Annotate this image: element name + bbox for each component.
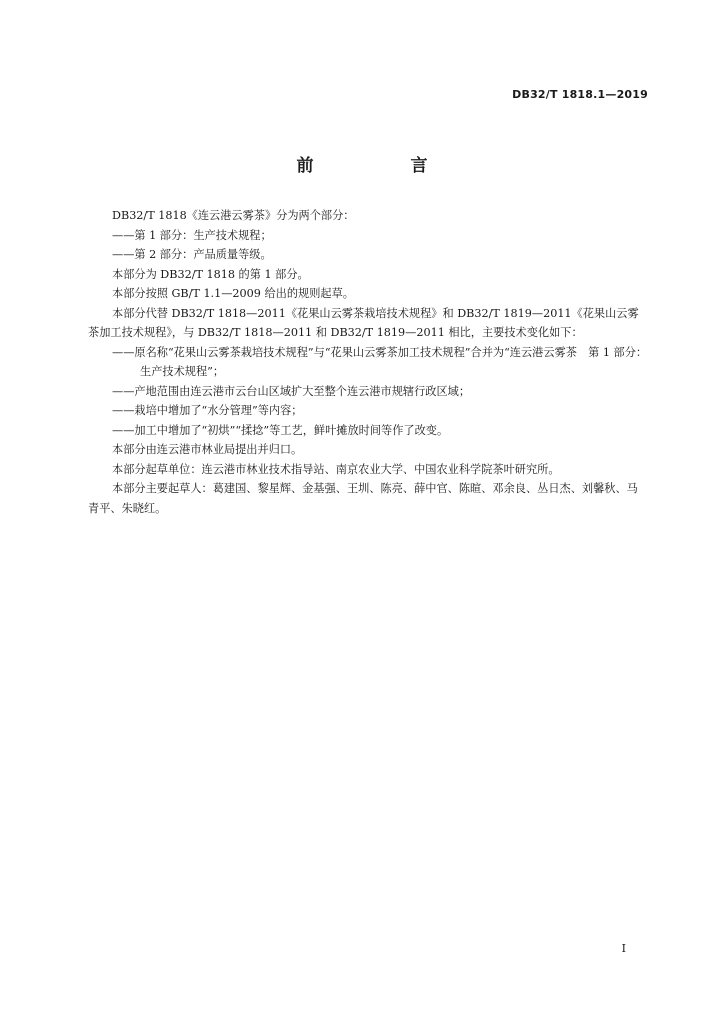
list-item: ——第 1 部分：生产技术规程； xyxy=(112,228,272,242)
page-number: I xyxy=(621,942,626,955)
standard-code: DB32/T 1818.1—2019 xyxy=(512,88,648,101)
paragraph: DB32/T 1818《连云港云雾茶》分为两个部分： xyxy=(112,209,355,222)
list-item: ——产地范围由连云港市云台山区域扩大至整个连云港市规辖行政区域； xyxy=(112,384,471,398)
paragraph: 本部分起草单位：连云港市林业技术指导站、南京农业大学、中国农业科学院茶叶研究所。 xyxy=(112,462,560,476)
paragraph: 本部分代替 DB32/T 1818—2011《花果山云雾茶栽培技术规程》和 DB32/T 1819—2011《花果山云雾茶加工技术规程》，与 DB32/T 1818—2011 和 DB32/T 1819—2011 相比，主要技术变化如下： xyxy=(88,306,639,339)
paragraph: 本部分按照 GB/T 1.1—2009 给出的规则起草。 xyxy=(112,287,354,300)
paragraph: 本部分为 DB32/T 1818 的第 1 部分。 xyxy=(112,267,309,281)
page-title: 前 言 xyxy=(296,156,468,176)
paragraph: 本部分主要起草人：葛建国、黎星辉、金基强、王圳、陈亮、薛中官、陈暄、邓余良、丛日杰、刘馨秋、马青平、朱晓红。 xyxy=(88,482,638,515)
list-item: ——原名称“花果山云雾茶栽培技术规程”与“花果山云雾茶加工技术规程”合并为“连云港云雾茶 第 1 部分：生产技术规程”； xyxy=(112,345,648,378)
list-item: ——栽培中增加了“水分管理”等内容； xyxy=(112,404,303,417)
foreword-body xyxy=(88,206,648,518)
list-item: ——加工中增加了“初烘”“揉捻”等工艺，鲜叶摊放时间等作了改变。 xyxy=(112,423,449,437)
paragraph: 本部分由连云港市林业局提出并归口。 xyxy=(112,443,303,456)
list-item: ——第 2 部分：产品质量等级。 xyxy=(112,248,272,261)
